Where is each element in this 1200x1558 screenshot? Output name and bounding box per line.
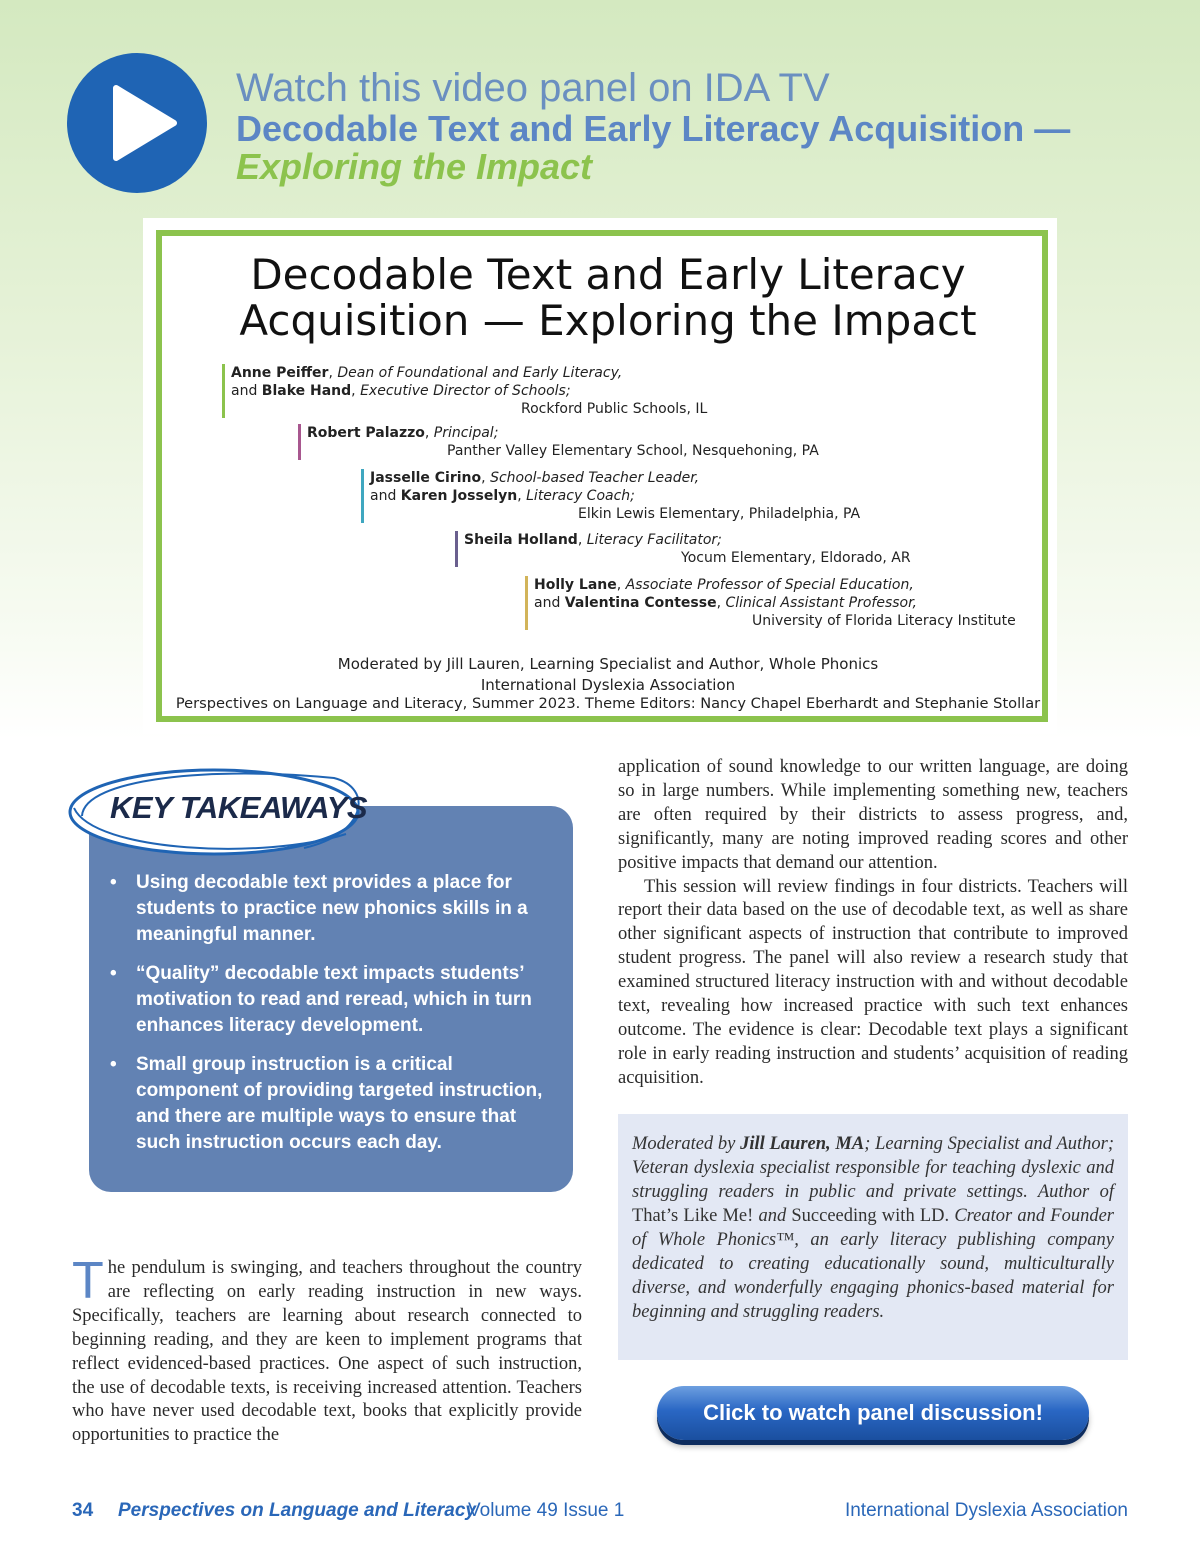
panelist-group: Holly Lane, Associate Professor of Special Education, and Valentina Contesse, Clinical Assistant Professor, University of Florida Literacy Institute [525, 576, 1016, 630]
key-takeaways-list [108, 870, 556, 1169]
citation-credit: Perspectives on Language and Literacy, Summer 2023. Theme Editors: Nancy Chapel Eberhardt and Stephanie Stollar [175, 695, 1041, 712]
header-subtitle: Exploring the Impact [236, 146, 593, 187]
body-column-right [618, 756, 1128, 1091]
panelist-group: Anne Peiffer, Dean of Foundational and Early Literacy, and Blake Hand, Executive Director of Schools; Rockford Public Schools, IL [222, 364, 707, 418]
moderator-bio: Moderated by Jill Lauren, MA; Learning Specialist and Author; Veteran dyslexia specialist responsible for teaching dyslexic and struggling readers in public and private settings. Author of That’s Like Me! and Succeeding with LD. Creator and Founder of Whole Phonics™, an early literacy publishing company dedicated to creating educationally sound, multiculturally diverse, and wonderfully engaging phonics-based material for beginning and struggling readers. [632, 1134, 1115, 1322]
list-item: • Using decodable text provides a place for students to practice new phonics skills in a meaningful manner. [108, 870, 556, 948]
body-column-left [72, 1252, 582, 1448]
organization-credit: International Dyslexia Association [480, 676, 736, 694]
watch-panel-button[interactable]: Click to watch panel discussion! [657, 1386, 1089, 1440]
key-takeaways-title: KEY TAKEAWAYS [110, 790, 368, 825]
dropcap: T [72, 1252, 104, 1310]
body-paragraph: application of sound knowledge to our written language, are doing so in large numbers. While implementing something new, teachers are often required by their districts to assess progress, and, significantly, many are noting improved reading scores and other positive impacts that demand our attention. [618, 757, 1128, 873]
play-icon[interactable] [66, 52, 208, 194]
body-paragraph: he pendulum is swinging, and teachers throughout the country are reflecting on early reading instruction in new ways. Specifically, teachers are learning about research connected to beginning reading, and they are keen to implement programs that reflect evidenced-based practices. One aspect of such instruction, the use of decodable texts, is receiving increased attention. Teachers who have never used decodable text, books that explicitly provide opportunities to practice the [72, 1258, 582, 1446]
page-number: 34 [72, 1500, 94, 1521]
panelist-group: Robert Palazzo, Principal; Panther Valley Elementary School, Nesquehoning, PA [298, 424, 819, 460]
footer-organization: International Dyslexia Association [844, 1500, 1128, 1521]
header-title: Decodable Text and Early Literacy Acquisition — [236, 108, 1071, 149]
list-item: • Small group instruction is a critical component of providing targeted instruction, and there are multiple ways to ensure that such instruction occurs each day. [108, 1052, 556, 1156]
header-eyebrow: Watch this video panel on IDA TV [236, 66, 830, 110]
list-item: • “Quality” decodable text impacts students’ motivation to read and reread, which in turn enhances literacy development. [108, 961, 556, 1039]
video-card-title: Decodable Text and Early Literacy Acquisition — Exploring the Impact [239, 250, 977, 345]
video-card[interactable] [156, 230, 1048, 722]
panelist-group: Sheila Holland, Literacy Facilitator; Yocum Elementary, Eldorado, AR [455, 531, 911, 567]
panelist-group: Jasselle Cirino, School-based Teacher Leader, and Karen Josselyn, Literacy Coach; Elkin Lewis Elementary, Philadelphia, PA [361, 469, 860, 523]
moderator-credit: Moderated by Jill Lauren, Learning Specialist and Author, Whole Phonics [337, 655, 879, 673]
moderator-bio-box [618, 1114, 1128, 1360]
journal-title: Perspectives on Language and Literacy [118, 1500, 476, 1521]
body-paragraph: This session will review findings in four districts. Teachers will report their data based on the use of decodable text, as well as share other significant aspects of instruction that contribute to improved student progress. The panel will also review a research study that examined structured literacy instruction with and without decodable text, revealing how increased practice with such text enhances outcome. The evidence is clear: Decodable text plays a significant role in early reading instruction and students’ acquisition of reading acquisition. [618, 876, 1128, 1088]
journal-volume: Volume 49 Issue 1 [468, 1500, 625, 1521]
